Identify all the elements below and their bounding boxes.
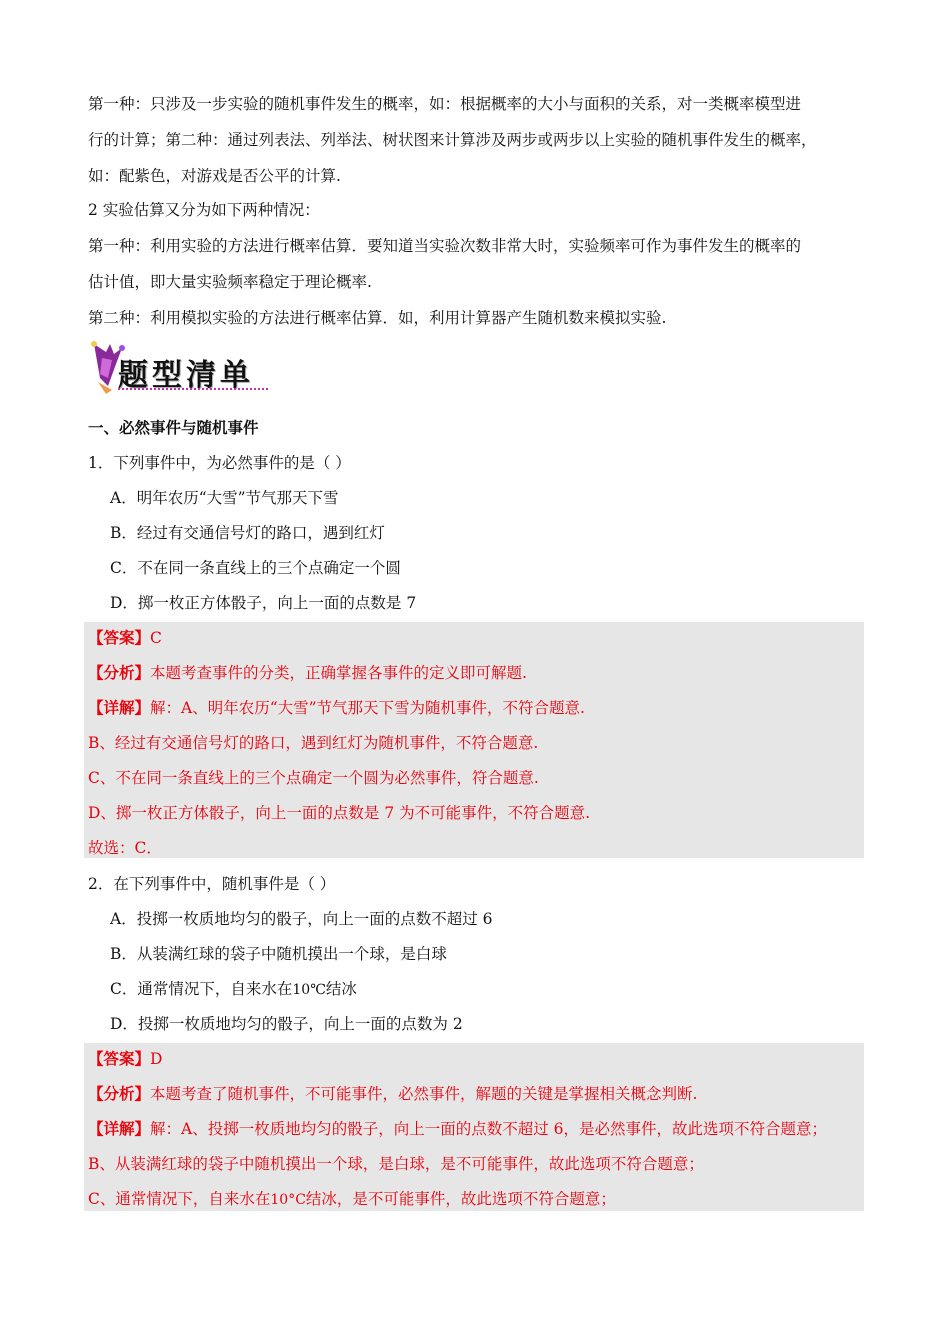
- q1-detail-3: C、不在同一条直线上的三个点确定一个圆为必然事件，符合题意.: [88, 769, 539, 787]
- q2-answer-value: D: [150, 1050, 163, 1068]
- q1-detail-tag: 【详解】: [88, 698, 151, 717]
- q2-answer-tag: 【答案】: [88, 1049, 151, 1068]
- q1-option-c: C．不在同一条直线上的三个点确定一个圆: [110, 559, 401, 577]
- q1-detail-1: [88, 698, 585, 718]
- intro-line-7: 第二种：利用模拟实验的方法进行概率估算．如，利用计算器产生随机数来模拟实验.: [88, 309, 667, 327]
- q2-analysis-tag: 【分析】: [88, 1084, 151, 1103]
- q2-detail-3-post: 结冰，是不可能事件，故此选项不符合题意；: [305, 1190, 616, 1208]
- q1-answer-value: C: [150, 629, 162, 647]
- q1-option-a: A．明年农历“大雪”节气那天下雪: [110, 489, 339, 507]
- q2-analysis: [88, 1084, 697, 1104]
- q1-detail-2: B、经过有交通信号灯的路口，遇到红灯为随机事件，不符合题意.: [88, 734, 539, 752]
- q2-answer: [88, 1049, 162, 1069]
- q1-detail-text-1: 解：A、明年农历“大雪”节气那天下雪为随机事件，不符合题意.: [150, 699, 585, 717]
- q2-stem: 2．在下列事件中，随机事件是（ ）: [88, 875, 336, 893]
- intro-line-3: 如：配紫色，对游戏是否公平的计算.: [88, 167, 341, 185]
- q1-answer: [88, 628, 162, 648]
- q2-option-c-pre: C．通常情况下，自来水在: [110, 980, 293, 998]
- q2-option-c-post: 结冰: [325, 980, 357, 998]
- q2-detail-3-pre: C、通常情况下，自来水在: [88, 1190, 271, 1208]
- q2-detail-3-math: 10°C: [270, 1192, 306, 1208]
- q1-stem: 1．下列事件中，为必然事件的是（ ）: [88, 454, 351, 472]
- intro-line-5: 第一种：利用实验的方法进行概率估算．要知道当实验次数非常大时，实验频率可作为事件发生的概率的: [88, 237, 802, 255]
- q1-analysis: [88, 663, 527, 683]
- q2-detail-tag: 【详解】: [88, 1119, 151, 1138]
- q1-detail-4: D、掷一枚正方体骰子，向上一面的点数是 7 为不可能事件，不符合题意.: [88, 804, 591, 822]
- banner-title: 题型清单: [118, 358, 254, 393]
- q2-option-d: D．投掷一枚质地均匀的骰子，向上一面的点数为 2: [110, 1015, 463, 1033]
- banner-divider: [118, 388, 268, 394]
- section-banner: [88, 338, 278, 396]
- q2-option-b: B．从装满红球的袋子中随机摸出一个球，是白球: [110, 945, 447, 963]
- q2-option-c: [110, 979, 357, 1000]
- q1-detail-5: 故选：C．: [88, 839, 162, 857]
- q1-option-d: D．掷一枚正方体骰子，向上一面的点数是 7: [110, 594, 417, 612]
- q2-detail-text-1: 解：A、投掷一枚质地均匀的骰子，向上一面的点数不超过 6，是必然事件，故此选项不符合题意；: [150, 1120, 828, 1138]
- intro-line-2: 行的计算；第二种：通过列表法、列举法、树状图来计算涉及两步或两步以上实验的随机事件发生的概率，: [88, 131, 817, 149]
- section-heading: 一、必然事件与随机事件: [88, 418, 259, 437]
- intro-line-6: 估计值，即大量实验频率稳定于理论概率.: [88, 273, 372, 291]
- q2-detail-1: [88, 1119, 827, 1139]
- q1-answer-tag: 【答案】: [88, 628, 151, 647]
- q1-option-b: B．经过有交通信号灯的路口，遇到红灯: [110, 524, 385, 542]
- q2-detail-3: [88, 1189, 616, 1210]
- q2-option-a: A．投掷一枚质地均匀的骰子，向上一面的点数不超过 6: [110, 910, 493, 928]
- intro-line-4: 2 实验估算又分为如下两种情况：: [88, 201, 320, 219]
- q2-detail-2: B、从装满红球的袋子中随机摸出一个球，是白球，是不可能事件，故此选项不符合题意；: [88, 1155, 704, 1173]
- q2-analysis-text: 本题考查了随机事件，不可能事件，必然事件，解题的关键是掌握相关概念判断.: [150, 1085, 698, 1103]
- intro-line-1: 第一种：只涉及一步实验的随机事件发生的概率，如：根据概率的大小与面积的关系，对一类概率模型进: [88, 95, 802, 113]
- q2-option-c-math: 10℃: [292, 982, 326, 998]
- q1-analysis-tag: 【分析】: [88, 663, 151, 682]
- q1-analysis-text: 本题考查事件的分类，正确掌握各事件的定义即可解题.: [150, 664, 527, 682]
